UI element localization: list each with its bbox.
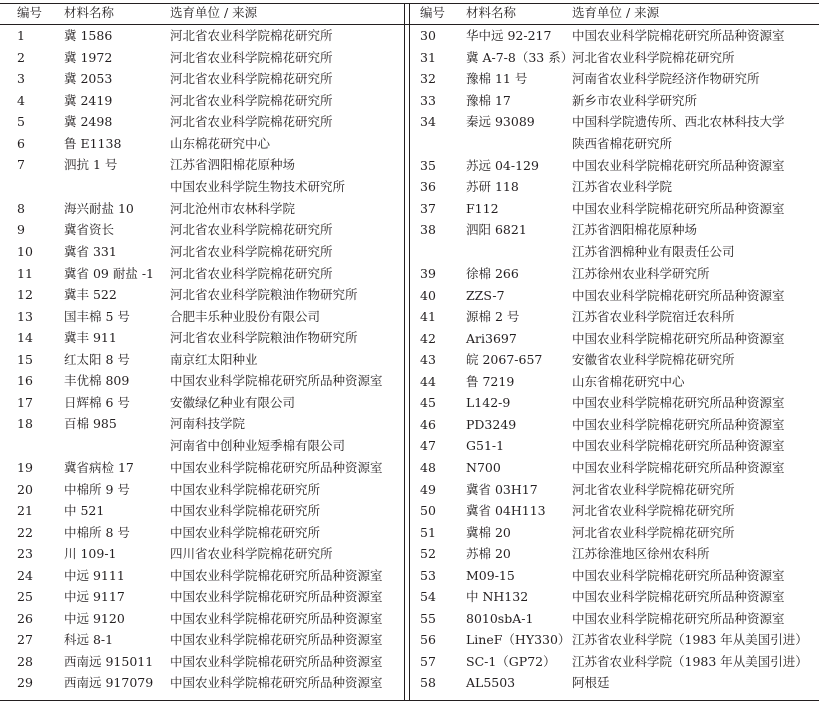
header-id: 编号 [17, 5, 43, 20]
row-id: 6 [17, 135, 25, 151]
row-material-name: 源棉 2 号 [466, 309, 520, 325]
row-source: 阿根廷 [572, 675, 610, 691]
row-material-name: L142-9 [466, 395, 511, 411]
row-source: 河北省农业科学院棉花研究所 [170, 71, 333, 87]
row-id: 14 [17, 330, 33, 346]
row-material-name: 泗抗 1 号 [64, 157, 118, 173]
row-material-name: 中棉所 8 号 [64, 524, 130, 540]
row-material-name: 冀省 03H17 [466, 481, 538, 497]
row-material-name: 冀 2053 [64, 71, 113, 87]
row-id: 18 [17, 416, 33, 432]
row-material-name: 西南远 917079 [64, 675, 154, 691]
row-source: 河北省农业科学院棉花研究所 [572, 481, 735, 497]
row-id: 20 [17, 481, 33, 497]
row-id: 58 [420, 675, 436, 691]
row-id: 44 [420, 373, 436, 389]
row-source: 中国农业科学院棉花研究所品种资源室 [170, 373, 383, 389]
row-source: 江苏徐淮地区徐州农科所 [572, 546, 710, 562]
row-material-name: 冀丰 911 [64, 330, 117, 346]
row-id: 53 [420, 567, 436, 583]
row-material-name: AL5503 [466, 675, 516, 691]
row-material-name: Ari3697 [466, 330, 517, 346]
row-material-name: 皖 2067-657 [466, 352, 543, 368]
row-source: 江苏省泗阳棉花原种场 [572, 222, 698, 238]
row-id: 54 [420, 589, 436, 605]
row-source: 江苏省农业科学院宿迁农科所 [572, 309, 735, 325]
row-source: 河北省农业科学院棉花研究所 [572, 524, 735, 540]
row-id: 15 [17, 351, 33, 367]
row-source: 中国农业科学院棉花研究所品种资源室 [170, 675, 383, 691]
row-id: 52 [420, 546, 436, 562]
row-material-name: 红太阳 8 号 [64, 351, 130, 367]
row-source: 中国农业科学院棉花研究所 [170, 524, 321, 540]
row-source: 中国农业科学院棉花研究所品种资源室 [572, 567, 785, 583]
row-material-name: 冀省病检 17 [64, 459, 134, 475]
row-source: 安徽绿亿种业有限公司 [170, 394, 296, 410]
row-id: 50 [420, 503, 436, 518]
row-material-name: 中棉所 9 号 [64, 481, 130, 497]
row-id: 38 [420, 222, 436, 238]
row-source: 中国农业科学院棉花研究所品种资源室 [170, 610, 383, 626]
row-source: 河北省农业科学院棉花研究所 [170, 265, 333, 281]
row-id: 17 [17, 394, 33, 410]
row-source: 中国农业科学院棉花研究所品种资源室 [170, 653, 383, 669]
row-id: 8 [17, 200, 25, 216]
row-source: 山东棉花研究中心 [170, 135, 271, 151]
row-id: 46 [420, 416, 436, 432]
header-source: 选育单位 / 来源 [170, 5, 258, 20]
row-material-name: PD3249 [466, 416, 517, 432]
row-source: 中国农业科学院棉花研究所品种资源室 [572, 157, 785, 173]
row-source: 河北省农业科学院粮油作物研究所 [170, 330, 358, 346]
row-id: 3 [17, 71, 25, 87]
row-material-name: 海兴耐盐 10 [64, 200, 134, 216]
row-id: 27 [17, 632, 33, 648]
row-material-name: 日辉棉 6 号 [64, 394, 130, 410]
row-material-name: 中远 9117 [64, 589, 125, 605]
row-material-name: 川 109-1 [64, 546, 117, 562]
row-source: 河北省农业科学院棉花研究所 [170, 92, 333, 108]
row-id: 43 [420, 352, 436, 368]
row-id: 11 [17, 265, 33, 281]
row-id: 57 [420, 653, 436, 669]
row-source: 中国农业科学院棉花研究所品种资源室 [572, 610, 785, 626]
row-source: 河南科技学院 [170, 416, 246, 432]
row-material-name: 豫棉 11 号 [466, 71, 528, 87]
row-id: 31 [420, 49, 436, 65]
row-material-name: 8010sbA-1 [466, 610, 534, 626]
row-id: 33 [420, 92, 436, 108]
row-id: 49 [420, 481, 436, 497]
row-source: 陕西省棉花研究所 [572, 136, 673, 152]
row-id: 42 [420, 330, 436, 346]
header-name: 材料名称 [64, 5, 115, 20]
row-source: 四川省农业科学院棉花研究所 [170, 546, 333, 562]
row-material-name: G51-1 [466, 438, 505, 454]
row-id: 2 [17, 49, 25, 65]
row-material-name: N700 [466, 459, 501, 475]
row-id: 41 [420, 309, 436, 325]
row-material-name: 苏远 04-129 [466, 157, 539, 173]
row-material-name: 国丰棉 5 号 [64, 308, 130, 324]
row-source: 河北省农业科学院棉花研究所 [572, 503, 735, 518]
row-source: 中国农业科学院棉花研究所品种资源室 [572, 330, 785, 346]
row-source: 江苏省农业科学院 [572, 179, 673, 195]
row-id: 56 [420, 632, 436, 648]
row-material-name: 中远 9111 [64, 567, 125, 583]
row-source: 中国农业科学院生物技术研究所 [170, 179, 346, 195]
row-material-name: 冀省资长 [64, 222, 115, 238]
row-id: 39 [420, 266, 436, 281]
row-source: 中国农业科学院棉花研究所品种资源室 [572, 416, 785, 432]
row-material-name: 科远 8-1 [64, 632, 114, 648]
row-material-name: 中 NH132 [466, 589, 529, 605]
row-material-name: 秦远 93089 [466, 114, 535, 130]
row-id: 1 [17, 28, 25, 43]
row-id: 24 [17, 567, 33, 583]
bottom-rule [0, 700, 819, 701]
row-id: 5 [17, 114, 25, 130]
row-id: 4 [17, 92, 25, 108]
header-id: 编号 [420, 5, 446, 20]
row-id: 13 [17, 308, 33, 324]
row-source: 河南省农业科学院经济作物研究所 [572, 71, 760, 87]
row-source: 河北省农业科学院棉花研究所 [572, 49, 735, 65]
row-material-name: 百棉 985 [64, 416, 117, 432]
row-id: 37 [420, 200, 436, 216]
row-id: 23 [17, 546, 33, 562]
row-source: 河北沧州市农林科学院 [170, 200, 296, 216]
row-source: 江苏省农业科学院（1983 年从美国引进） [572, 653, 808, 669]
row-material-name: 西南远 915011 [64, 653, 154, 669]
row-source: 中国农业科学院棉花研究所品种资源室 [572, 589, 785, 605]
row-material-name: 鲁 E1138 [64, 135, 122, 151]
row-material-name: 冀省 09 耐盐 -1 [64, 265, 155, 281]
row-source: 中国农业科学院棉花研究所品种资源室 [572, 28, 785, 43]
row-id: 29 [17, 675, 33, 691]
row-material-name: M09-15 [466, 567, 515, 583]
row-material-name: 中 521 [64, 503, 105, 518]
row-source: 南京红太阳种业 [170, 351, 258, 367]
row-id: 28 [17, 653, 33, 669]
row-material-name: 冀棉 20 [466, 524, 511, 540]
row-material-name: 华中远 92-217 [466, 28, 552, 43]
row-id: 22 [17, 524, 33, 540]
row-source: 中国农业科学院棉花研究所品种资源室 [170, 567, 383, 583]
row-material-name: SC-1（GP72） [466, 653, 556, 669]
row-source: 中国农业科学院棉花研究所品种资源室 [572, 200, 785, 216]
row-source: 江苏省泗阳棉花原种场 [170, 157, 296, 173]
row-material-name: 中远 9120 [64, 610, 125, 626]
row-source: 河北省农业科学院粮油作物研究所 [170, 287, 358, 303]
row-id: 45 [420, 395, 436, 411]
row-material-name: 冀 1586 [64, 28, 113, 43]
row-material-name: 苏研 118 [466, 179, 519, 195]
row-source: 江苏徐州农业科学研究所 [572, 266, 710, 281]
row-id: 36 [420, 179, 436, 195]
row-material-name: 冀 1972 [64, 49, 113, 65]
row-source: 中国农业科学院棉花研究所 [170, 481, 321, 497]
row-source: 江苏省农业科学院（1983 年从美国引进） [572, 632, 808, 648]
row-material-name: 冀 2498 [64, 114, 113, 130]
row-id: 9 [17, 222, 25, 238]
row-material-name: 豫棉 17 [466, 92, 511, 108]
column-divider [404, 4, 405, 700]
row-id: 21 [17, 503, 33, 518]
row-source: 新乡市农业科学研究所 [572, 92, 698, 108]
row-source: 中国农业科学院棉花研究所品种资源室 [170, 459, 383, 475]
row-id: 47 [420, 438, 436, 454]
row-material-name: 冀 2419 [64, 92, 113, 108]
row-id: 51 [420, 524, 436, 540]
row-source: 河北省农业科学院棉花研究所 [170, 114, 333, 130]
row-material-name: 泗阳 6821 [466, 222, 527, 238]
row-source: 河北省农业科学院棉花研究所 [170, 49, 333, 65]
row-source: 山东省棉花研究中心 [572, 373, 685, 389]
row-material-name: ZZS-7 [466, 287, 505, 303]
row-id: 32 [420, 71, 436, 87]
row-material-name: 冀省 04H113 [466, 503, 546, 518]
row-source: 河北省农业科学院棉花研究所 [170, 244, 333, 259]
row-material-name: 丰优棉 809 [64, 373, 130, 389]
row-source: 合肥丰乐种业股份有限公司 [170, 308, 321, 324]
row-id: 7 [17, 157, 25, 173]
row-material-name: 徐棉 266 [466, 266, 519, 281]
row-id: 30 [420, 28, 436, 43]
row-id: 16 [17, 373, 33, 389]
row-material-name: 冀丰 522 [64, 287, 117, 303]
row-id: 12 [17, 287, 33, 303]
row-id: 40 [420, 287, 436, 303]
row-source: 河北省农业科学院棉花研究所 [170, 222, 333, 238]
row-id: 25 [17, 589, 33, 605]
row-material-name: 冀 A-7-8（33 系） [466, 49, 574, 65]
row-source: 中国科学院遗传所、西北农林科技大学 [572, 114, 785, 130]
row-source: 中国农业科学院棉花研究所品种资源室 [572, 459, 785, 475]
row-id: 48 [420, 459, 436, 475]
row-id: 10 [17, 244, 33, 259]
row-source: 中国农业科学院棉花研究所品种资源室 [170, 632, 383, 648]
row-id: 34 [420, 114, 436, 130]
row-source: 中国农业科学院棉花研究所品种资源室 [572, 287, 785, 303]
row-source: 中国农业科学院棉花研究所品种资源室 [572, 438, 785, 454]
column-divider [409, 4, 410, 700]
row-source: 江苏省泗棉种业有限责任公司 [572, 244, 735, 260]
row-material-name: 苏棉 20 [466, 546, 511, 562]
row-source: 安徽省农业科学院棉花研究所 [572, 352, 735, 368]
row-id: 26 [17, 610, 33, 626]
row-material-name: F112 [466, 200, 499, 216]
row-source: 中国农业科学院棉花研究所品种资源室 [170, 589, 383, 605]
row-id: 55 [420, 610, 436, 626]
header-name: 材料名称 [466, 5, 517, 20]
row-id: 35 [420, 157, 436, 173]
row-source: 中国农业科学院棉花研究所 [170, 503, 321, 518]
row-source: 中国农业科学院棉花研究所品种资源室 [572, 395, 785, 411]
row-material-name: 冀省 331 [64, 244, 117, 259]
row-material-name: 鲁 7219 [466, 373, 515, 389]
row-material-name: LineF（HY330） [466, 632, 571, 648]
row-id: 19 [17, 459, 33, 475]
row-source: 河北省农业科学院棉花研究所 [170, 28, 333, 43]
row-source: 河南省中创种业短季棉有限公司 [170, 438, 346, 454]
header-source: 选育单位 / 来源 [572, 5, 660, 20]
